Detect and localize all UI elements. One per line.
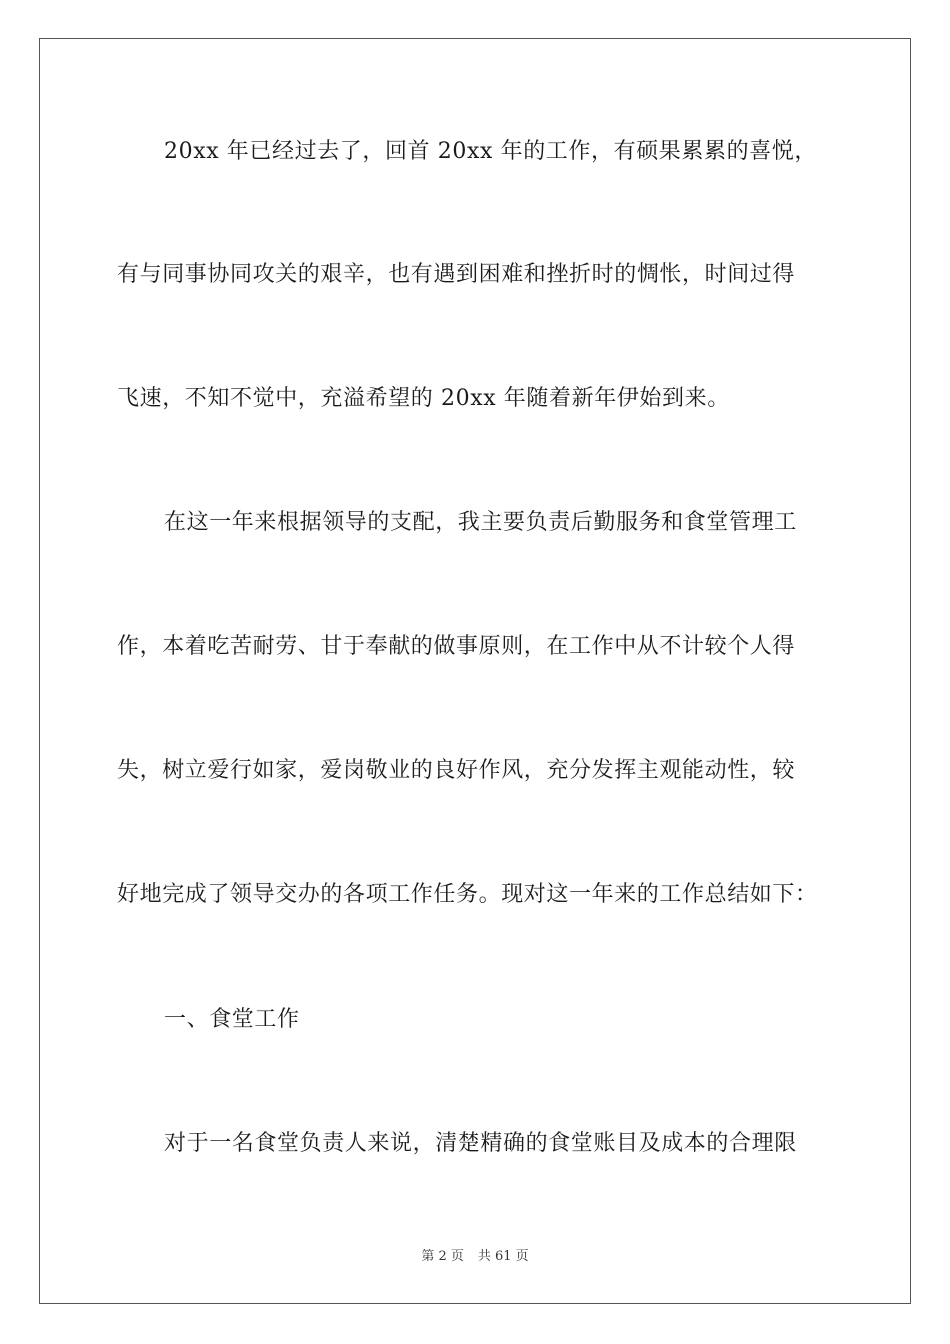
- paragraph-line: 好地完成了领导交办的各项工作任务。现对这一年来的工作总结如下：: [117, 882, 818, 907]
- paragraph-line: 作，本着吃苦耐劳、甘于奉献的做事原则，在工作中从不计较个人得: [117, 634, 796, 659]
- page-total: 共 61 页: [477, 1249, 529, 1264]
- paragraph-line: 20xx 年已经过去了，回首 20xx 年的工作，有硕果累累的喜悦，: [164, 139, 817, 164]
- paragraph-line: 在这一年来根据领导的支配，我主要负责后勤服务和食堂管理工: [164, 510, 797, 535]
- page-footer: [0, 1248, 950, 1266]
- paragraph-line: 失，树立爱行如家，爱岗敬业的良好作风，充分发挥主观能动性，较: [117, 758, 796, 783]
- paragraph-line: 对于一名食堂负责人来说，清楚精确的食堂账目及成本的合理限: [164, 1131, 797, 1156]
- page-border: [39, 38, 911, 1304]
- section-heading: 一、食堂工作: [164, 1007, 300, 1032]
- page-number: 第 2 页: [421, 1249, 464, 1264]
- paragraph-line: 有与同事协同攻关的艰辛，也有遇到困难和挫折时的惆怅，时间过得: [117, 262, 796, 287]
- paragraph-line: 飞速，不知不觉中，充溢希望的 20xx 年随着新年伊始到来。: [117, 386, 730, 411]
